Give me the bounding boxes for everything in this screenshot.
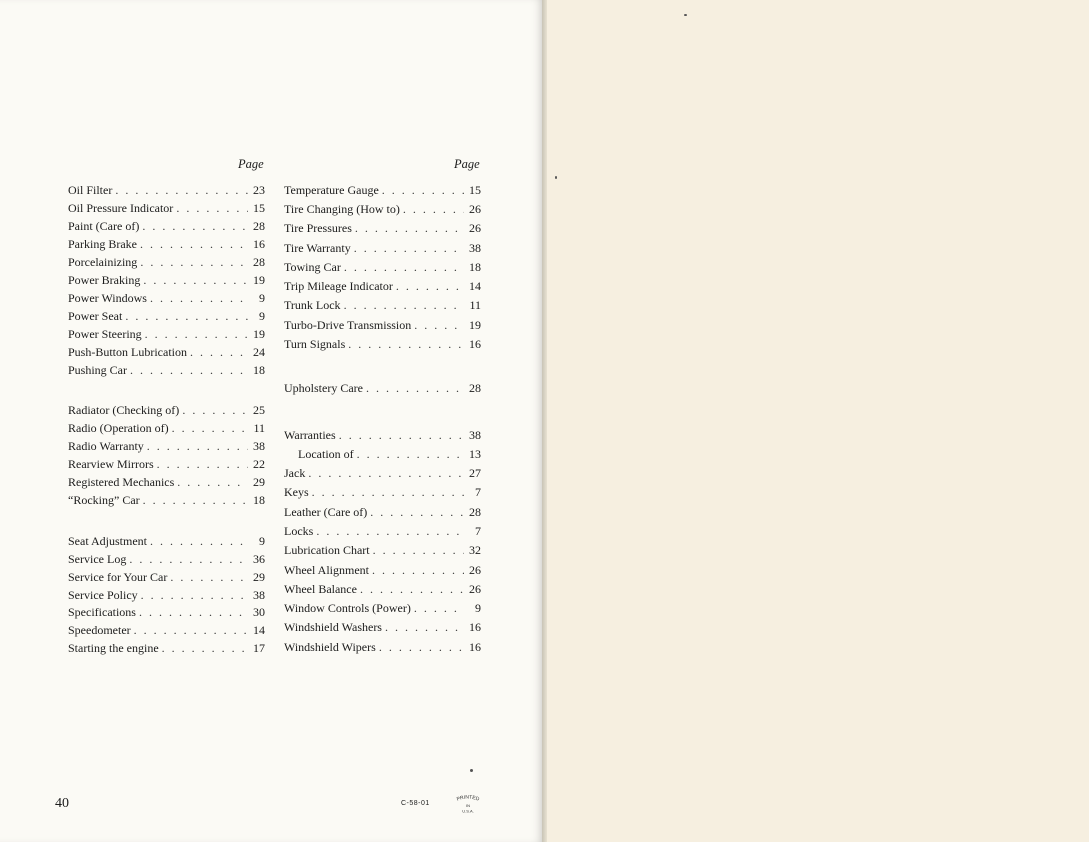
index-entry-page: 16 [469,640,481,654]
index-entry-label: Seat Adjustment [68,534,147,548]
index-entry [284,523,481,540]
index-entry-page: 15 [469,183,481,197]
dot-leader [382,182,464,199]
right-page-blank [547,0,1089,842]
index-entry-label: Upholstery Care [284,381,363,395]
dot-leader [348,336,464,353]
stamp-line-1: PRINTED [455,794,481,803]
index-entry-page: 25 [253,403,265,417]
dot-leader [316,523,464,540]
dot-leader [141,587,248,604]
index-entry-label: Power Steering [68,327,142,341]
index-entry-page: 16 [253,237,265,251]
dot-leader [139,604,248,621]
index-entry [68,622,265,639]
index-entry-label: Power Braking [68,273,141,287]
index-entry-label: Service Log [68,552,127,566]
index-entry-page: 19 [253,273,265,287]
dot-leader [355,220,464,237]
index-entry [284,259,481,276]
index-entry-page: 28 [469,505,481,519]
dot-leader [379,639,464,656]
page-column-header-right: Page [454,157,480,171]
dot-leader [172,420,248,437]
index-entry-label: “Rocking” Car [68,493,140,507]
index-entry [68,326,265,343]
index-entry [284,465,481,482]
dot-leader [308,465,464,482]
index-entry [68,200,265,217]
index-entry-page: 26 [469,563,481,577]
dot-leader [190,344,248,361]
index-entry [284,317,481,334]
index-entry [284,220,481,237]
index-entry [68,344,265,361]
dot-leader [147,438,248,455]
index-entry-label: Push-Button Lubrication [68,345,187,359]
dot-leader [129,551,248,568]
index-entry-label: Turbo-Drive Transmission [284,318,412,332]
index-entry-label: Windshield Wipers [284,640,376,654]
index-entry-label: Pushing Car [68,363,128,377]
dot-leader [396,278,464,295]
dot-leader [150,533,248,550]
index-entry-page: 29 [253,570,265,584]
index-entry-label: Wheel Alignment [284,563,369,577]
dot-leader [130,362,248,379]
index-entry [68,218,265,235]
ink-speck [555,176,557,179]
index-entry-label: Starting the engine [68,641,159,655]
dot-leader [134,622,248,639]
dot-leader [339,427,464,444]
index-entry [284,562,481,579]
index-entry-label: Service for Your Car [68,570,168,584]
index-entry-page: 28 [253,219,265,233]
index-entry-page: 26 [469,221,481,235]
page-number: 40 [55,796,69,811]
index-entry-page: 16 [469,620,481,634]
index-entry-label: Parking Brake [68,237,137,251]
dot-leader [143,492,248,509]
index-entry-label: Windshield Washers [284,620,382,634]
index-entry [68,492,265,509]
dot-leader [357,446,464,463]
index-entry-label: Turn Signals [284,337,346,351]
index-entry-page: 32 [469,543,481,557]
index-entry-page: 38 [469,241,481,255]
index-entry-page: 19 [253,327,265,341]
index-entry-page: 7 [475,485,481,499]
index-entry-label: Service Policy [68,588,138,602]
index-entry-page: 30 [253,605,265,619]
index-entry [68,290,265,307]
index-entry-page: 14 [253,623,265,637]
index-entry [284,484,481,501]
index-entry-label: Location of [298,447,354,461]
index-entry-label: Oil Filter [68,183,113,197]
dot-leader [162,640,248,657]
index-entry [68,640,265,657]
index-entry-page: 22 [253,457,265,471]
index-entry-page: 11 [469,298,481,312]
index-entry-label: Tire Warranty [284,241,351,255]
dot-leader [115,182,248,199]
index-entry-label: Power Seat [68,309,123,323]
index-entry [68,604,265,621]
dot-leader [354,240,464,257]
stamp-line-3: U.S.A. [462,808,474,814]
dot-leader [344,259,464,276]
index-entry-page: 26 [469,202,481,216]
ink-speck [684,14,687,16]
index-entry-label: Radio (Operation of) [68,421,169,435]
index-entry [284,542,481,559]
index-entry [68,533,265,550]
index-entry-page: 11 [253,421,265,435]
left-page [0,0,542,842]
index-entry [284,446,481,463]
dot-leader [372,562,464,579]
index-entry-label: Specifications [68,605,136,619]
index-entry-page: 13 [469,447,481,461]
dot-leader [140,254,248,271]
dot-leader [150,290,248,307]
dot-leader [370,504,464,521]
index-entry-page: 7 [475,524,481,538]
index-entry-page: 29 [253,475,265,489]
index-entry [284,619,481,636]
dot-leader [344,297,464,314]
index-entry [68,551,265,568]
index-entry-page: 9 [259,309,265,323]
index-entry-page: 9 [259,291,265,305]
index-entry [284,380,481,397]
index-entry [284,600,481,617]
index-entry-label: Wheel Balance [284,582,357,596]
dot-leader [145,326,248,343]
index-entry-label: Tire Changing (How to) [284,202,400,216]
dot-leader [170,569,248,586]
index-entry [68,236,265,253]
index-entry-page: 17 [253,641,265,655]
index-entry-label: Window Controls (Power) [284,601,411,615]
stamp-line-2: IN [466,803,470,808]
dot-leader [373,542,464,559]
index-entry [68,587,265,604]
dot-leader [182,402,248,419]
index-entry-page: 38 [469,428,481,442]
index-entry [284,504,481,521]
index-entry-page: 18 [253,363,265,377]
index-entry-page: 28 [253,255,265,269]
index-entry [284,278,481,295]
dot-leader [176,200,248,217]
index-entry-label: Registered Mechanics [68,475,175,489]
index-entry [68,474,265,491]
index-entry [284,201,481,218]
index-entry-label: Tire Pressures [284,221,352,235]
index-entry-label: Radiator (Checking of) [68,403,180,417]
index-entry-label: Keys [284,485,309,499]
dot-leader [157,456,248,473]
index-entry-label: Trunk Lock [284,298,341,312]
index-entry [284,427,481,444]
index-entry-page: 36 [253,552,265,566]
dot-leader [143,272,248,289]
index-entry [68,456,265,473]
index-entry [68,420,265,437]
index-entry [68,308,265,325]
dot-leader [125,308,248,325]
dot-leader [403,201,464,218]
index-entry [284,240,481,257]
dot-leader [142,218,248,235]
index-entry-page: 18 [253,493,265,507]
index-entry-label: Radio Warranty [68,439,144,453]
index-entry [284,297,481,314]
index-entry [68,402,265,419]
index-entry-label: Locks [284,524,314,538]
index-entry-page: 38 [253,588,265,602]
index-entry-page: 9 [259,534,265,548]
index-entry-label: Leather (Care of) [284,505,368,519]
page-column-header-left: Page [238,157,264,171]
index-entry-page: 26 [469,582,481,596]
dot-leader [312,484,464,501]
index-entry-label: Trip Mileage Indicator [284,279,393,293]
dot-leader [385,619,464,636]
index-entry [68,438,265,455]
index-entry [68,362,265,379]
index-entry-label: Warranties [284,428,336,442]
index-entry-page: 24 [253,345,265,359]
index-entry-label: Porcelainizing [68,255,138,269]
dot-leader [177,474,248,491]
dot-leader [414,317,464,334]
printed-in-usa-stamp [452,793,484,815]
dot-leader [366,380,464,397]
index-entry-label: Paint (Care of) [68,219,140,233]
index-entry-label: Oil Pressure Indicator [68,201,174,215]
index-entry [284,336,481,353]
footer-code: C-58-01 [401,800,430,807]
dot-leader [360,581,464,598]
index-entry-label: Speedometer [68,623,131,637]
index-entry-label: Rearview Mirrors [68,457,154,471]
index-entry-page: 16 [469,337,481,351]
index-entry [68,254,265,271]
index-entry-label: Towing Car [284,260,341,274]
index-entry-label: Power Windows [68,291,147,305]
index-entry-page: 19 [469,318,481,332]
index-entry-page: 23 [253,183,265,197]
index-entry-page: 28 [469,381,481,395]
index-entry-page: 9 [475,601,481,615]
index-entry [68,569,265,586]
index-entry-label: Temperature Gauge [284,183,379,197]
dot-leader [414,600,464,617]
index-entry [284,639,481,656]
dot-leader [140,236,248,253]
index-entry [284,581,481,598]
index-entry-page: 15 [253,201,265,215]
index-entry-page: 38 [253,439,265,453]
index-entry-page: 18 [469,260,481,274]
index-entry-page: 14 [469,279,481,293]
index-entry [68,182,265,199]
index-entry [68,272,265,289]
ink-speck [470,769,473,772]
index-entry [284,182,481,199]
index-entry-label: Lubrication Chart [284,543,370,557]
svg-text:PRINTED [456,794,480,802]
index-entry-page: 27 [469,466,481,480]
index-entry-label: Jack [284,466,306,480]
